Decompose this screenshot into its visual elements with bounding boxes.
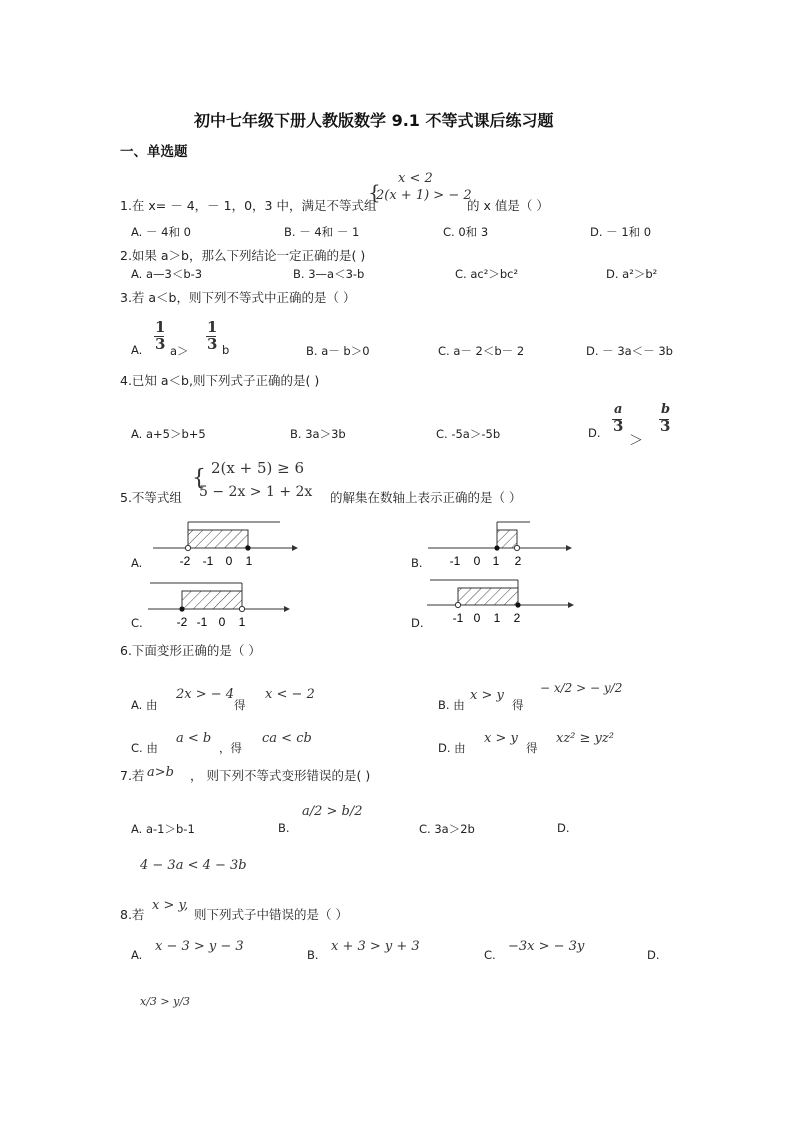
q6-option-c-label[interactable]: C. 由	[131, 741, 158, 755]
q8-d-expr: x/3 > y/3	[140, 995, 191, 1008]
q3-stem: 3.若 a＜b，则下列不等式中正确的是（ ）	[120, 290, 356, 305]
q6-b-expr2: − x/2 > − y/2	[540, 681, 623, 695]
q6-c-expr2: ca < cb	[262, 731, 312, 746]
q7-b-expr: a/2 > b/2	[302, 804, 363, 819]
q5-number-line-a[interactable]	[153, 522, 298, 568]
q6-option-a-label[interactable]: A. 由	[131, 698, 158, 712]
q5-a-tick-0: 0	[225, 554, 233, 568]
q6-d-expr2: xz² ≥ yz²	[556, 731, 614, 746]
q7-option-d-label[interactable]: D.	[557, 821, 570, 835]
q4-option-b[interactable]: B. 3a＞3b	[290, 427, 346, 441]
q3-option-a-end: b	[222, 343, 230, 357]
q5-stem-post: 的解集在数轴上表示正确的是（ ）	[330, 490, 522, 505]
q8-b-expr: x + 3 > y + 3	[331, 939, 420, 954]
q5-d-tick-2: 2	[513, 611, 521, 625]
q5-a-tick-1: 1	[245, 554, 253, 568]
q5-b-tick-2: 2	[514, 554, 522, 568]
q5-stem-pre: 5.不等式组	[120, 490, 182, 505]
q8-option-d-label[interactable]: D.	[647, 948, 660, 962]
q3-option-a-label[interactable]: A.	[131, 343, 143, 357]
q8-c-expr: −3x > − 3y	[508, 939, 585, 954]
q3-option-a-denominator2: 3	[207, 335, 218, 353]
q6-c-expr1: a < b	[176, 731, 212, 746]
q8-a-expr: x − 3 > y − 3	[155, 939, 244, 954]
q1-option-c[interactable]: C. 0和 3	[443, 225, 489, 239]
q6-option-b-label[interactable]: B. 由	[438, 698, 465, 712]
page-title: 初中七年级下册人教版数学 9.1 不等式课后练习题	[194, 111, 554, 130]
q5-a-tick-neg1: -1	[202, 554, 214, 568]
q6-b-de: 得	[512, 698, 524, 712]
q1-option-b[interactable]: B. － 4和 － 1	[284, 225, 360, 239]
q6-stem: 6.下面变形正确的是（ ）	[120, 643, 261, 658]
q6-d-de: 得	[526, 741, 538, 755]
q1-system-line1: x < 2	[398, 171, 433, 186]
q8-option-b-label[interactable]: B.	[307, 948, 319, 962]
q8-option-c-label[interactable]: C.	[484, 948, 496, 962]
q7-d-expr: 4 − 3a < 4 − 3b	[140, 858, 247, 873]
q8-stem-pre: 8.若	[120, 907, 145, 922]
q8-stem-expr: x > y,	[152, 898, 189, 913]
q6-d-expr1: x > y	[484, 731, 518, 746]
q6-option-d-label[interactable]: D. 由	[438, 741, 466, 755]
q6-a-expr1: 2x > − 4	[176, 687, 235, 702]
q5-number-line-b[interactable]	[428, 522, 572, 568]
q4-d-den2: 3	[660, 417, 671, 435]
q5-system-line2: 5 − 2x > 1 + 2x	[199, 484, 313, 500]
q5-b-tick-1: 1	[492, 554, 500, 568]
q2-option-a[interactable]: A. a—3＜b-3	[131, 267, 203, 281]
q6-a-de: 得	[234, 698, 246, 712]
q7-stem-post: ， 则下列不等式变形错误的是( )	[190, 768, 371, 783]
q2-option-d[interactable]: D. a²＞b²	[606, 267, 658, 281]
q4-d-den1: 3	[613, 417, 624, 435]
q1-tail: 的 x 值是（ ）	[467, 198, 549, 213]
q3-option-a-numerator: 1	[155, 318, 166, 336]
q7-stem-pre: 7.若	[120, 768, 145, 783]
q4-option-d-label[interactable]: D.	[588, 426, 601, 440]
q4-d-mid: ＞	[629, 433, 643, 449]
q5-option-a-label[interactable]: A.	[131, 556, 143, 570]
q1-stem: 1.在 x= － 4，－ 1，0，3 中，满足不等式组	[120, 198, 377, 213]
q3-option-a-mid: a＞	[170, 344, 189, 358]
section-heading: 一、单选题	[120, 144, 188, 160]
q7-option-b-label[interactable]: B.	[278, 821, 290, 835]
q5-b-tick-neg1: -1	[449, 554, 461, 568]
q5-c-tick-1: 1	[238, 615, 246, 629]
q7-option-a[interactable]: A. a-1＞b-1	[131, 822, 195, 836]
q5-option-c-label[interactable]: C.	[131, 616, 143, 630]
q5-brace: {	[192, 466, 206, 491]
q1-option-a[interactable]: A. － 4和 0	[131, 225, 191, 239]
q2-option-b[interactable]: B. 3—a＜3-b	[293, 267, 365, 281]
q7-stem-expr: a>b	[147, 765, 174, 780]
q2-stem: 2.如果 a＞b，那么下列结论一定正确的是( )	[120, 248, 366, 263]
q1-system-line2: 2(x + 1) > − 2	[376, 188, 472, 203]
q3-option-b[interactable]: B. a－ b＞0	[306, 344, 370, 358]
q4-option-a[interactable]: A. a+5＞b+5	[131, 427, 206, 441]
q5-b-tick-0: 0	[473, 554, 481, 568]
q5-option-d-label[interactable]: D.	[411, 616, 424, 630]
q4-stem: 4.已知 a＜b,则下列式子正确的是( )	[120, 373, 320, 388]
q3-option-a-denominator: 3	[155, 335, 166, 353]
q5-number-line-d[interactable]	[427, 580, 574, 625]
q4-option-c[interactable]: C. -5a＞-5b	[436, 427, 501, 441]
q5-d-tick-neg1: -1	[452, 611, 464, 625]
q6-b-expr1: x > y	[470, 688, 504, 703]
q2-option-c[interactable]: C. ac²＞bc²	[455, 267, 519, 281]
q5-a-tick-neg2: -2	[179, 554, 191, 568]
q5-c-tick-neg2: -2	[176, 615, 188, 629]
q7-option-c[interactable]: C. 3a＞2b	[419, 822, 475, 836]
q4-d-num2: b	[661, 402, 671, 417]
q5-d-tick-1: 1	[493, 611, 501, 625]
q8-option-a-label[interactable]: A.	[131, 948, 143, 962]
q3-option-c[interactable]: C. a－ 2＜b－ 2	[438, 344, 525, 358]
q6-a-expr2: x < − 2	[265, 687, 315, 702]
q5-number-line-c[interactable]	[148, 583, 290, 629]
q5-c-tick-0: 0	[218, 615, 226, 629]
q4-d-num1: a	[614, 402, 623, 417]
q3-option-d[interactable]: D. － 3a＜－ 3b	[586, 344, 673, 358]
q5-option-b-label[interactable]: B.	[411, 556, 423, 570]
q5-d-tick-0: 0	[473, 611, 481, 625]
q3-option-a-numerator2: 1	[207, 318, 218, 336]
q6-c-de: ，得	[219, 741, 242, 755]
q1-option-d[interactable]: D. － 1和 0	[590, 225, 652, 239]
q5-system-line1: 2(x + 5) ≥ 6	[211, 459, 305, 477]
q1-brace: {	[368, 180, 381, 204]
q5-c-tick-neg1: -1	[196, 615, 208, 629]
q8-stem-post: 则下列式子中错误的是（ ）	[194, 907, 348, 922]
